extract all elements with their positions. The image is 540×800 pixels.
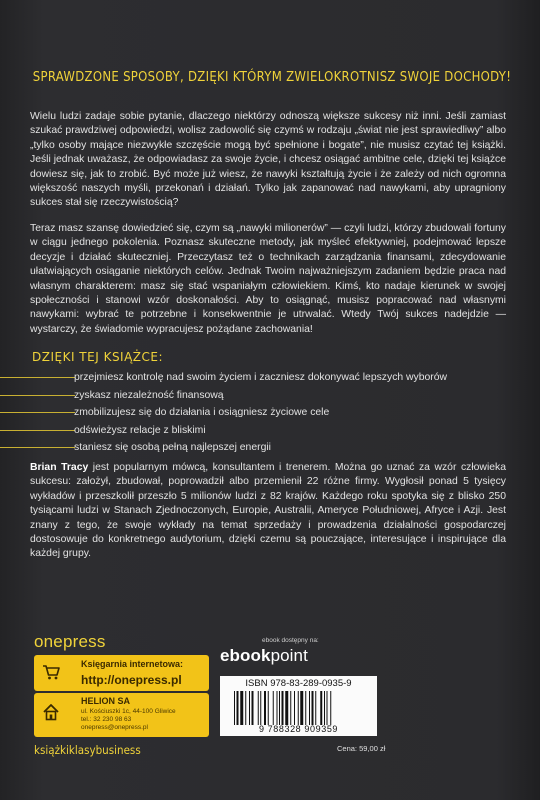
barcode-label <box>220 676 377 736</box>
company-email: onepress@onepress.pl <box>81 724 148 731</box>
isbn-text: ISBN 978-83-289-0935-9 <box>245 678 352 689</box>
list-item <box>0 439 540 457</box>
company-phone: tel.: 32 230 98 63 <box>81 716 132 723</box>
company-name: HELION SA <box>81 696 131 706</box>
benefits-heading: DZIĘKI TEJ KSIĄŻCE: <box>32 350 164 364</box>
benefits-list <box>0 369 540 457</box>
shop-url-link[interactable]: http://onepress.pl <box>81 673 182 687</box>
ebook-logo-bold: ebook <box>220 646 271 665</box>
intro-paragraph: Wielu ludzi zadaje sobie pytanie, dlaczego niektórzy odnoszą większe sukcesy niż inni. Jeśli zamiast szukać prawdziwej odpowiedzi, wolisz zadowolić się czymś w rodzaju „świat nie jest sprawiedliwy” albo „tylko osoby mające niezwykłe szczęście mogą być spełnione i bogate”, nie musisz czytać tej książki. Jeśli jednak uważasz, że odpowiadasz za swoje życie, i chcesz osiągać ambitne cele, dzięki tej książce dowiesz się, jak to zrobić. Być może już wiesz, że nawyki kształtują życie i że zależy od nich ogromna większość naszych myśli, przekonań i działań. Tylko jak zapanować nad nawykami, aby upragniony sukces stał się rzeczywistością? <box>30 111 506 209</box>
shopping-cart-icon <box>42 664 60 680</box>
barcode-icon <box>234 691 370 725</box>
company-address: ul. Kościuszki 1c, 44-100 Gliwice <box>81 708 176 715</box>
publisher-logo: onepress <box>34 632 106 651</box>
list-item <box>0 422 540 440</box>
list-item-text: odświeżysz relacje z bliskimi <box>74 424 206 436</box>
ebook-note: ebook dostępny na: <box>262 637 319 644</box>
leader-line <box>0 412 75 413</box>
list-item <box>0 387 540 405</box>
list-item-text: zyskasz niezależność finansową <box>74 389 224 401</box>
house-icon <box>42 703 60 721</box>
list-item <box>0 404 540 422</box>
leader-line <box>0 395 75 396</box>
list-item-text: staniesz się osobą pełną najlepszej energii <box>74 442 271 453</box>
list-item-text: zmobilizujesz się do działania i osiągniesz życiowe cele <box>74 407 330 418</box>
series-name: książkiklasybusiness <box>34 743 141 757</box>
author-bio <box>30 461 506 562</box>
price-label: Cena: 59,00 zł <box>337 744 386 753</box>
list-item-text: przejmiesz kontrolę nad swoim życiem i zaczniesz dokonywać lepszych wyborów <box>74 372 448 383</box>
ebookpoint-logo <box>220 646 308 666</box>
second-paragraph: Teraz masz szansę dowiedzieć się, czym są „nawyki milionerów” — czyli ludzi, którzy zbudowali fortuny w ciągu jednego pokolenia. Poznasz skuteczne metody, jak myśleć efektywniej, podejmować lepsze decyzje i działać skuteczniej. Przeczytasz też o technikach zarządzania finansami, zdecydowanie ułatwiających osiąganie niektórych celów. Jednak Twoim najważniejszym zadaniem będzie praca nad własnym charakterem: masz się stać wspaniałym człowiekiem. Kimś, kto nadaje kierunek w swojej społeczności i stanowi wzór doskonałości. Aby to osiągnąć, musisz popracować nad własnymi nawykami: wybrać te potrzebne i konsekwentnie je utrwalać. Wtedy Twój sukces nadejdzie — wystarczy, że świadomie wypracujesz pożądane zachowania! <box>30 223 506 335</box>
leader-line <box>0 430 75 431</box>
list-item <box>0 369 540 387</box>
shop-label: Księgarnia internetowa: <box>81 659 184 669</box>
cover-headline: SPRAWDZONE SPOSOBY, DZIĘKI KTÓRYM ZWIELOKROTNISZ SWOJE DOCHODY! <box>32 70 512 85</box>
leader-line <box>0 447 75 448</box>
online-shop-box[interactable] <box>34 655 209 691</box>
ebook-logo-regular: point <box>270 646 308 665</box>
barcode-digits: 9 788328 909359 <box>258 724 339 734</box>
author-bio-text: jest popularnym mówcą, konsultantem i trenerem. Można go uznać za wzór człowieka sukcesu: założył, zbudował, poprowadził albo przemienił 22 różne firmy. Wygłosił ponad 5 tysięcy wykładów i przeszkolił przeszło 5 milionów ludzi z 82 krajów. Każdego roku spotyka się z blisko 250 tysiącami ludzi w Stanach Zjednoczonych, Europie, Australii, Ameryce Południowej, Afryce i Azji. Jest znany z tego, że swoje wykłady na temat sprzedaży i prowadzenia działalności gospodarczej dostosowuje do konkretnego audytorium, dzięki czemu są pouczające, interesujące i inspirujące dla każdej grupy. <box>30 462 507 560</box>
leader-line <box>0 377 75 378</box>
author-name: Brian Tracy <box>30 462 89 473</box>
publisher-address-box <box>34 693 209 737</box>
